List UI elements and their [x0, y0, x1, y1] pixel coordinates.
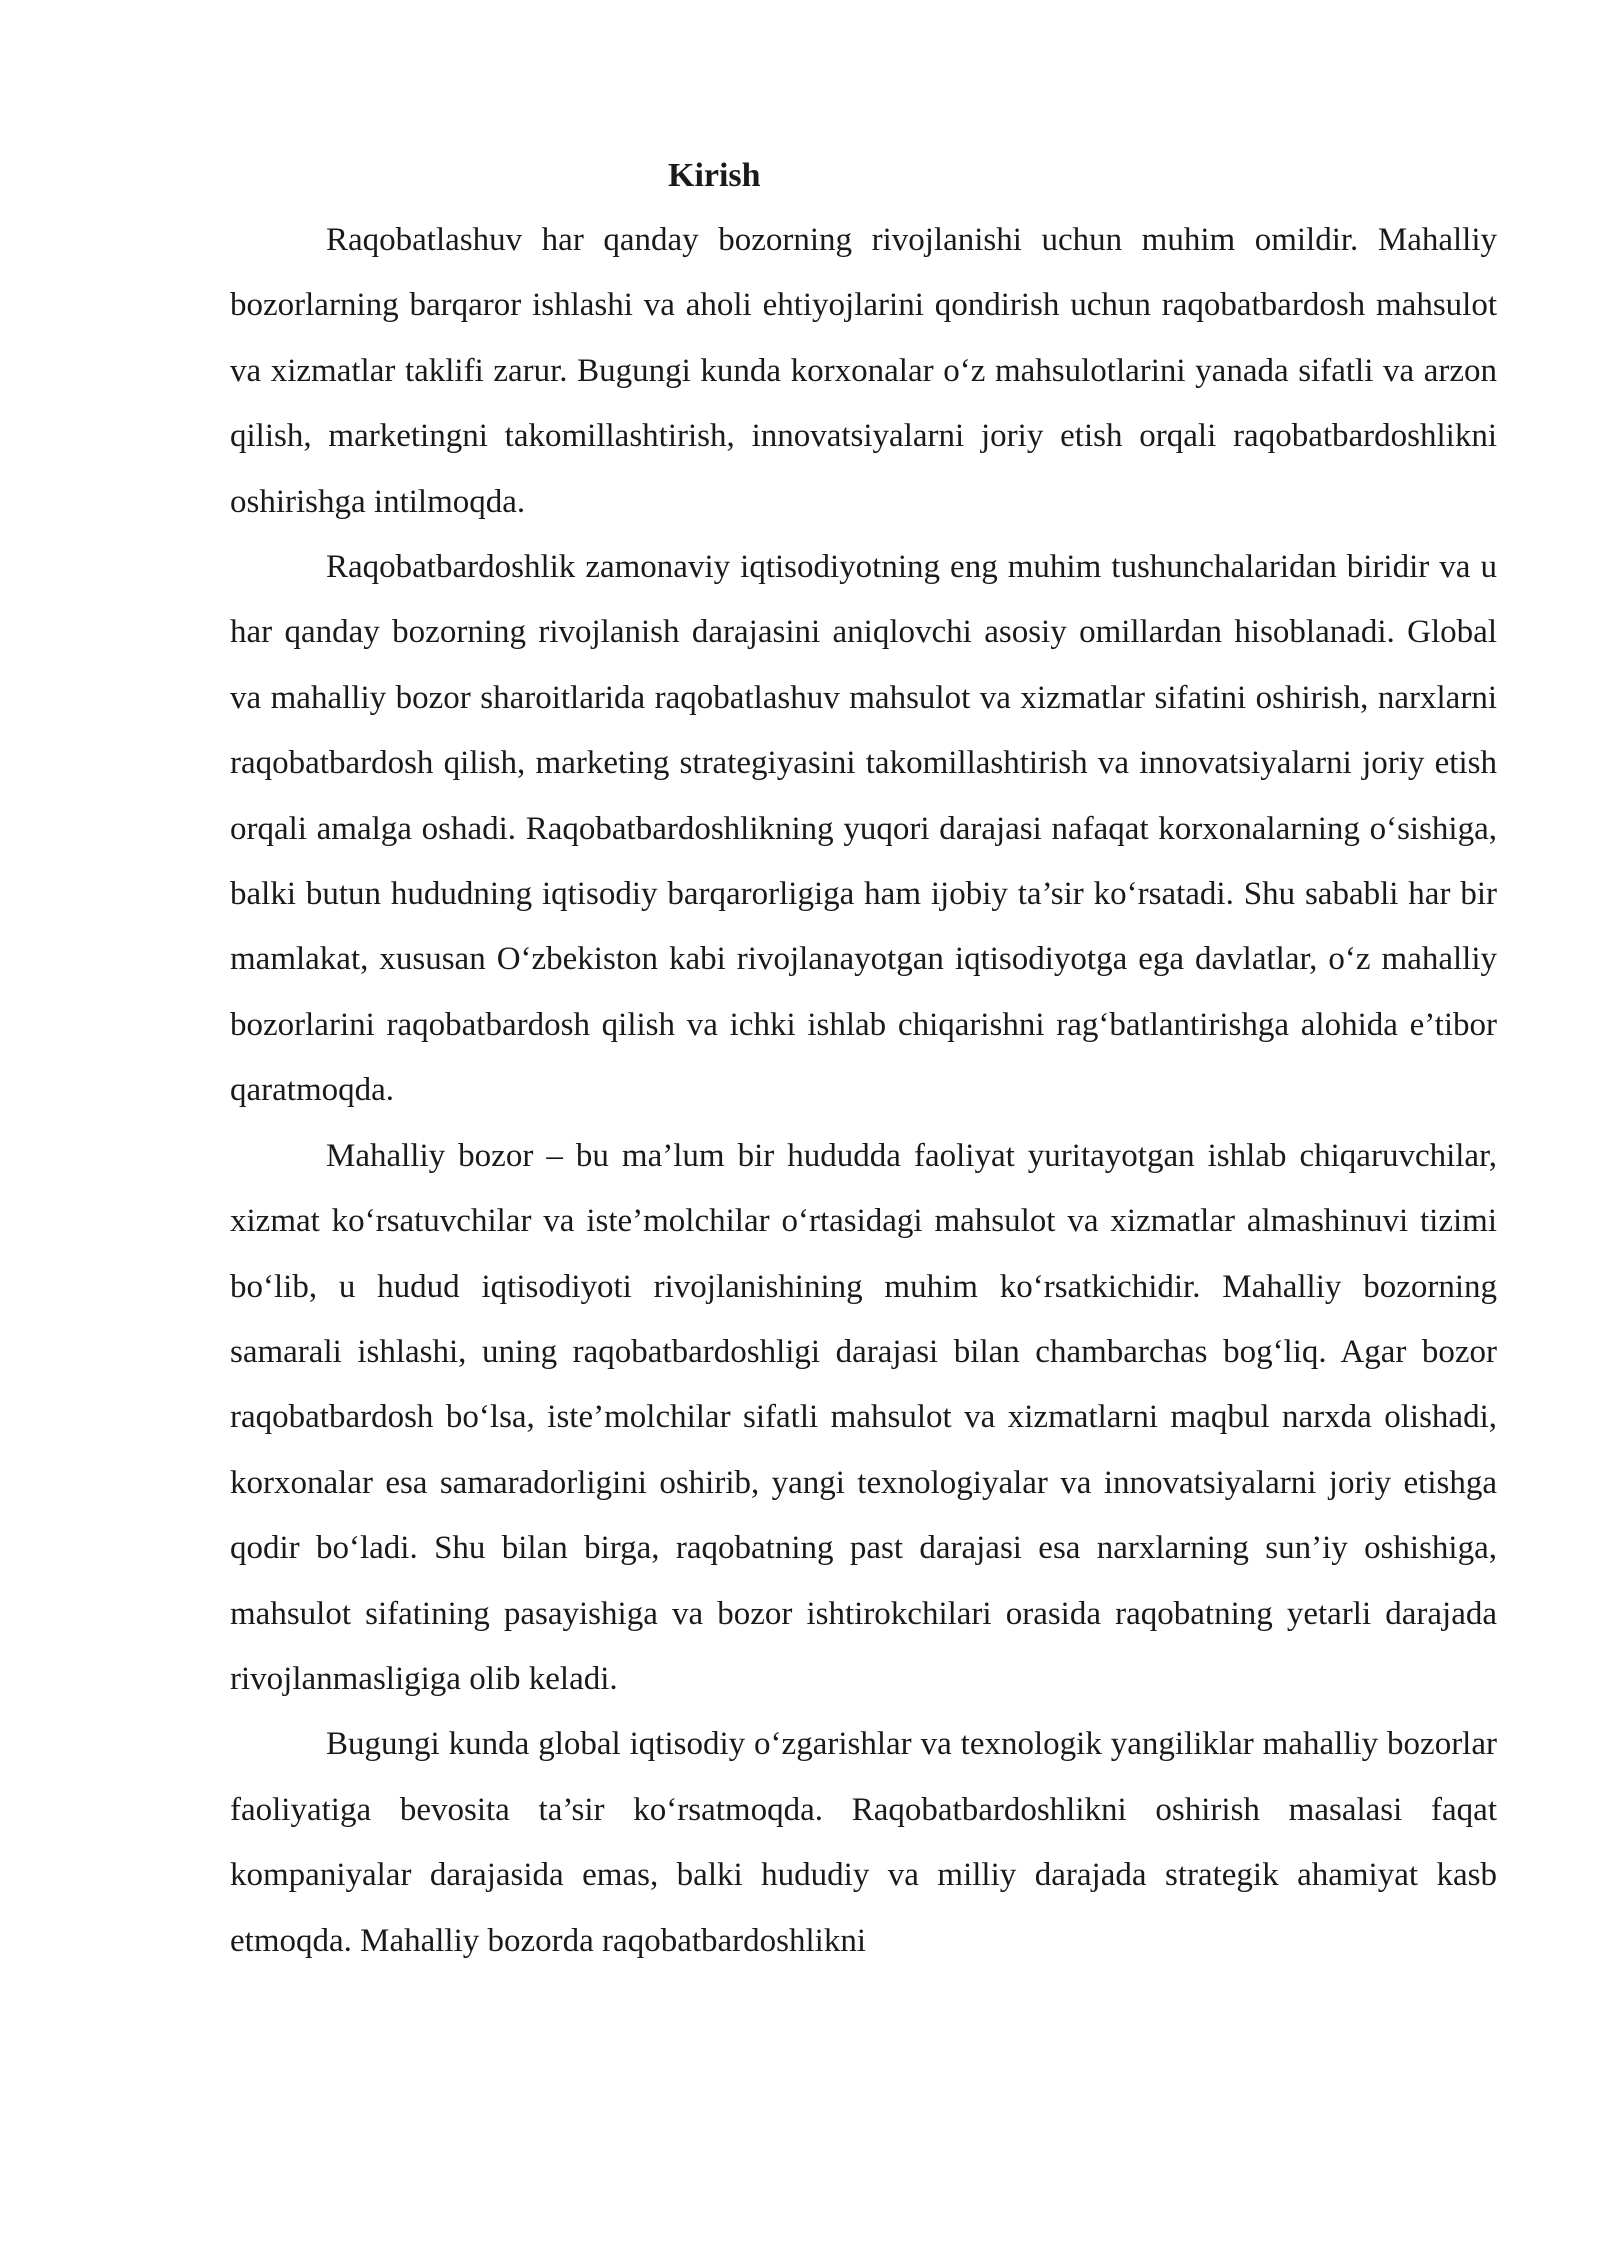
page-title: Kirish — [668, 157, 761, 194]
paragraph-2: Raqobatbardoshlik zamonaviy iqtisodiyotning eng muhim tushunchalaridan biridir va u har qanday bozorning rivojlanish darajasini aniqlovchi asosiy omillardan hisoblanadi. Global va mahalliy bozor sharoitlarida raqobatlashuv mahsulot va xizmatlar sifatini oshirish, narxlarni raqobatbardosh qilish, marketing strategiyasini takomillashtirish va innovatsiyalarni joriy etish orqali amalga oshadi. Raqobatbardoshlikning yuqori darajasi nafaqat korxonalarning o‘sishiga, balki butun hududning iqtisodiy barqarorligiga ham ijobiy ta’sir ko‘rsatadi. Shu sababli har bir mamlakat, xususan O‘zbekiston kabi rivojlanayotgan iqtisodiyotga ega davlatlar, o‘z mahalliy bozorlarini raqobatbardosh qilish va ichki ishlab chiqarishni rag‘batlantirishga alohida e’tibor qaratmoqda. — [230, 549, 1497, 1109]
paragraph-1: Raqobatlashuv har qanday bozorning rivojlanishi uchun muhim omildir. Mahalliy bozorlarning barqaror ishlashi va aholi ehtiyojlarini qondirish uchun raqobatbardosh mahsulot va xizmatlar taklifi zarur. Bugungi kunda korxonalar o‘z mahsulotlarini yanada sifatli va arzon qilish, marketingni takomillashtirish, innovatsiyalarni joriy etish orqali raqobatbardoshlikni oshirishga intilmoqda. — [230, 222, 1497, 520]
paragraph-4: Bugungi kunda global iqtisodiy o‘zgarishlar va texnologik yangiliklar mahalliy bozorlar faoliyatiga bevosita ta’sir ko‘rsatmoqda. Raqobatbardoshlikni oshirish masalasi faqat kompaniyalar darajasida emas, balki hududiy va milliy darajada strategik ahamiyat kasb etmoqda. Mahalliy bozorda raqobatbardoshlikni — [230, 1726, 1497, 1959]
paragraph-3: Mahalliy bozor – bu ma’lum bir hududda faoliyat yuritayotgan ishlab chiqaruvchilar, xizmat ko‘rsatuvchilar va iste’molchilar o‘rtasidagi mahsulot va xizmatlar almashinuvi tizimi bo‘lib, u hudud iqtisodiyoti rivojlanishining muhim ko‘rsatkichidir. Mahalliy bozorning samarali ishlashi, uning raqobatbardoshligi darajasi bilan chambarchas bog‘liq. Agar bozor raqobatbardosh bo‘lsa, iste’molchilar sifatli mahsulot va xizmatlarni maqbul narxda olishadi, korxonalar esa samaradorligini oshirib, yangi texnologiyalar va innovatsiyalarni joriy etishga qodir bo‘ladi. Shu bilan birga, raqobatning past darajasi esa narxlarning sun’iy oshishiga, mahsulot sifatining pasayishiga va bozor ishtirokchilari orasida raqobatning yetarli darajada rivojlanmasligiga olib keladi. — [230, 1137, 1497, 1697]
